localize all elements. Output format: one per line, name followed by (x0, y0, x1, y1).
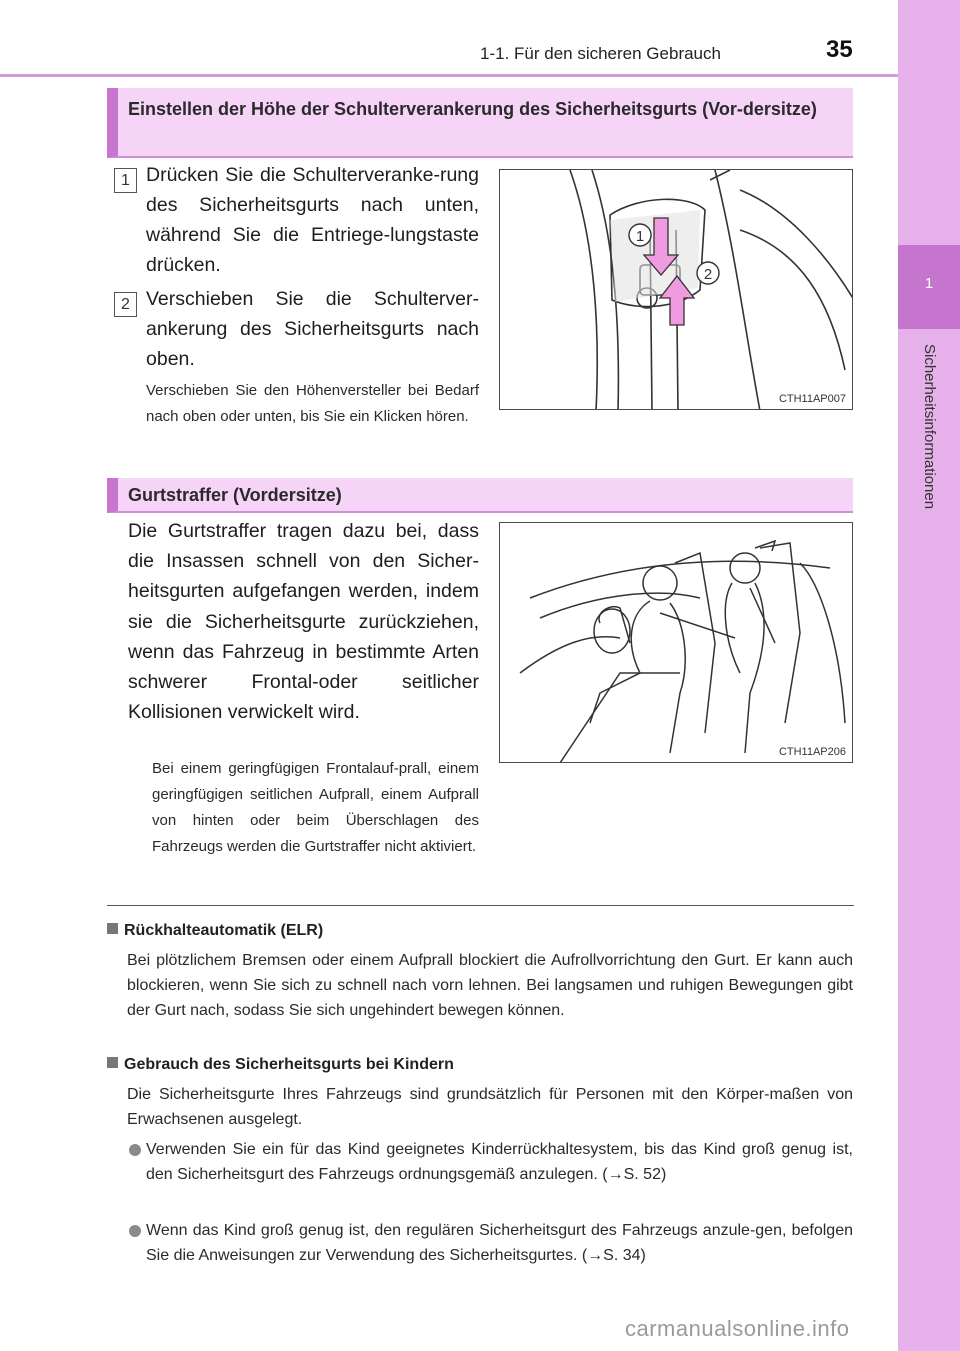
page-number: 35 (826, 36, 853, 63)
chapter-side-tab (898, 0, 960, 1351)
figure-callout: 1 (635, 228, 645, 245)
step-number: 1 (114, 168, 137, 193)
info-heading-elr: Rückhalteautomatik (ELR) (107, 922, 323, 940)
section-divider (107, 905, 854, 906)
vehicle-interior-illustration (500, 523, 853, 763)
section-heading-pretensioner: Gurtstraffer (Vordersitze) (107, 478, 853, 513)
shoulder-anchor-illustration (500, 170, 853, 410)
section-note: Bei einem geringfügigen Frontalauf-prall, einem geringfügigen seitlichen Aufprall, einem Aufprall von hinten oder beim Überschlagen des Fahrzeugs werden die Gurtstraffer nicht aktiviert. (152, 760, 479, 855)
watermark: carmanualsonline.info (625, 1316, 850, 1341)
step-text: Drücken Sie die Schulterveranke-rung des Sicherheitsgurts nach unten, während Sie die Entriege-lungstaste drücken. (146, 164, 479, 276)
info-heading-children: Gebrauch des Sicherheitsgurts bei Kindern (107, 1056, 454, 1074)
figure-callout: 2 (703, 266, 713, 283)
section-body-text: Die Gurtstraffer tragen dazu bei, dass die Insassen schnell von den Sicher-heitsgurten aufgefangen werden, indem sie die Sicherheitsgurte zurückziehen, wenn das Fahrzeug in bestimmte Arten schwerer Frontal-oder seitlicher Kollisionen verwickelt wird. (128, 520, 479, 724)
header-rule (0, 74, 898, 77)
step-note: Verschieben Sie den Höhenversteller bei Bedarf nach oben oder unten, bis Sie ein Klicken hören. (146, 382, 479, 425)
figure-pretensioner (499, 522, 853, 763)
bullet-item: Verwenden Sie ein für das Kind geeignetes Kinderrückhaltesystem, bis das Kind groß genug ist, den Sicherheitsgurt des Fahrzeugs ordnungsgemäß anzulegen. (→S. 52) (146, 1141, 853, 1183)
info-text-elr: Bei plötzlichem Bremsen oder einem Aufprall blockiert die Aufrollvorrichtung den Gurt. Er kann auch blockieren, wenn Sie sich zu schnell nach vorn lehnen. Bei langsamen und ruhigen Bewegungen gibt der Gurt nach, sodass Sie sich ungehindert bewegen können. (127, 952, 853, 1019)
chapter-number: 1 (924, 275, 934, 292)
figure-code: CTH11AP007 (778, 393, 846, 405)
step-text: Verschieben Sie die Schulterver-ankerung des Sicherheitsgurts nach oben. (146, 288, 479, 370)
step-number: 2 (114, 292, 137, 317)
section-heading-shoulder-anchor: Einstellen der Höhe der Schulterverankerung des Sicherheitsgurts (Vor-dersitze) (107, 88, 853, 158)
figure-code: CTH11AP206 (778, 746, 846, 758)
section-title: 1-1. Für den sicheren Gebrauch (480, 44, 721, 63)
square-bullet-icon (107, 923, 118, 934)
chapter-marker[interactable] (898, 245, 960, 329)
chapter-title: Sicherheitsinformationen (921, 344, 938, 510)
square-bullet-icon (107, 1057, 118, 1068)
info-text-children: Die Sicherheitsgurte Ihres Fahrzeugs sind grundsätzlich für Personen mit den Körper-maßen von Erwachsenen ausgelegt. (127, 1086, 853, 1128)
circle-bullet-icon (129, 1144, 141, 1156)
bullet-item: Wenn das Kind groß genug ist, den regulären Sicherheitsgurt des Fahrzeugs anzule-gen, befolgen Sie die Anweisungen zur Verwendung des Sicherheitsgurtes. (→S. 34) (146, 1222, 853, 1264)
circle-bullet-icon (129, 1225, 141, 1237)
figure-shoulder-anchor (499, 169, 853, 410)
